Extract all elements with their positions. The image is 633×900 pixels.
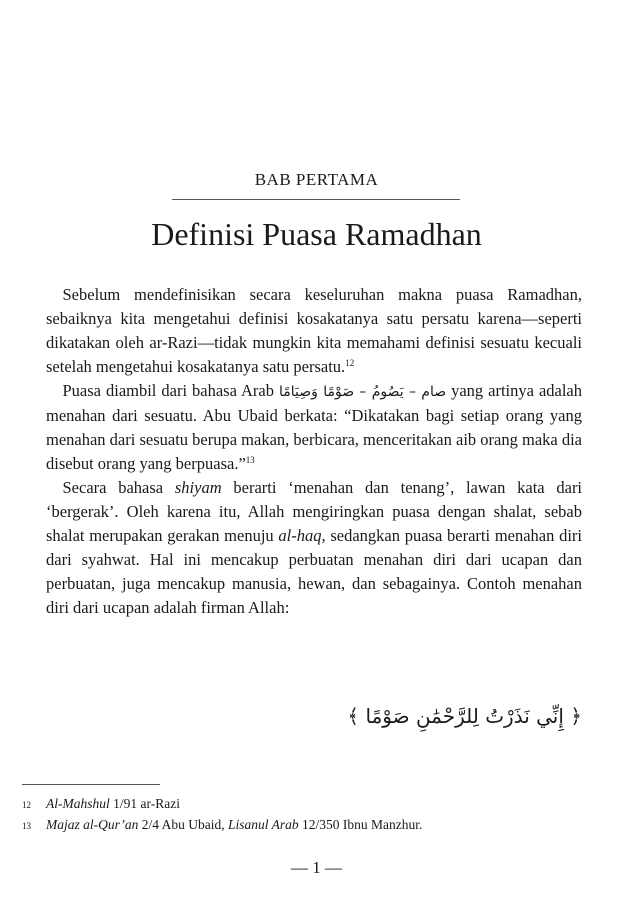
paragraph-3-text-c: , sedangkan puasa berarti menahan diri dari syahwat. Hal ini mencakup perbuatan menahan diri dari ucapan dan perbuatan, juga mencakup manusia, hewan, dan sebagainya. Contoh menahan diri dari ucapan adalah firman Allah: — [46, 526, 583, 617]
page-title: Definisi Puasa Ramadhan — [151, 216, 482, 252]
footnote-source-2: Lisanul Arab — [228, 817, 299, 832]
footnote-13 — [22, 815, 582, 836]
footnote-detail: 2/4 Abu Ubaid, — [138, 817, 228, 832]
term-al-haq: al-haq — [278, 526, 322, 545]
footnote-detail-2: 12/350 Ibnu Manzhur. — [298, 817, 423, 832]
footnote-text — [46, 794, 180, 815]
paragraph-3-text-a: Secara bahasa — [62, 478, 164, 497]
footnote-ref-12: 12 — [345, 358, 355, 368]
footnote-ref-13: 13 — [245, 455, 255, 465]
paragraph-1 — [46, 283, 582, 379]
footnote-number: 13 — [22, 821, 31, 831]
arabic-word-forms: صام – يَصُومُ – صَوْمًا وَصِيَامًا — [278, 384, 447, 400]
paragraph-2 — [46, 379, 582, 476]
paragraph-2-text-a: Puasa diambil dari bahasa Arab — [62, 381, 274, 400]
term-shiyam: shiyam — [174, 478, 222, 497]
page-number: — 1 — — [291, 858, 342, 877]
chapter-divider — [172, 199, 460, 200]
footnotes — [22, 794, 582, 836]
paragraph-3-text-b: berarti ‘menahan dan tenang’, lawan kata dari ‘bergerak’. Oleh karena itu, Allah mengiringkan puasa dengan shalat, sebab shalat merupakan gerakan menuju — [46, 478, 583, 545]
chapter-label: BAB PERTAMA — [254, 170, 379, 189]
paragraph-3 — [46, 476, 582, 620]
footnote-number: 12 — [22, 800, 31, 810]
footnote-source: Majaz al-Qur’an — [46, 817, 139, 832]
paragraph-1-text: Sebelum mendefinisikan secara keseluruhan makna puasa Ramadhan, sebaiknya kita mengetahui definisi kosakatanya satu persatu karena—seperti dikatakan oleh ar-Razi—tidak mungkin kita memahami definisi sesuatu kecuali setelah mengetahui kosakatanya satu persatu. — [46, 285, 582, 376]
footnote-detail: 1/91 ar-Razi — [109, 796, 180, 811]
footnote-12 — [22, 794, 582, 815]
body-text — [46, 283, 582, 620]
footnote-divider — [22, 784, 160, 785]
footnote-text — [46, 815, 422, 836]
quran-verse: ﴿ إِنِّي نَذَرْتُ لِلرَّحْمَٰنِ صَوْمًا ﴾ — [347, 704, 582, 728]
paragraph-2-text-b: yang artinya adalah menahan dari sesuatu. Abu Ubaid berkata: “Dikatakan bagi setiap orang yang menahan dari sesuatu berupa makan, berbicara, menceritakan aib orang maka dia disebut orang yang berpuasa.” — [46, 381, 583, 473]
footnote-source: Al-Mahshul — [46, 796, 110, 811]
